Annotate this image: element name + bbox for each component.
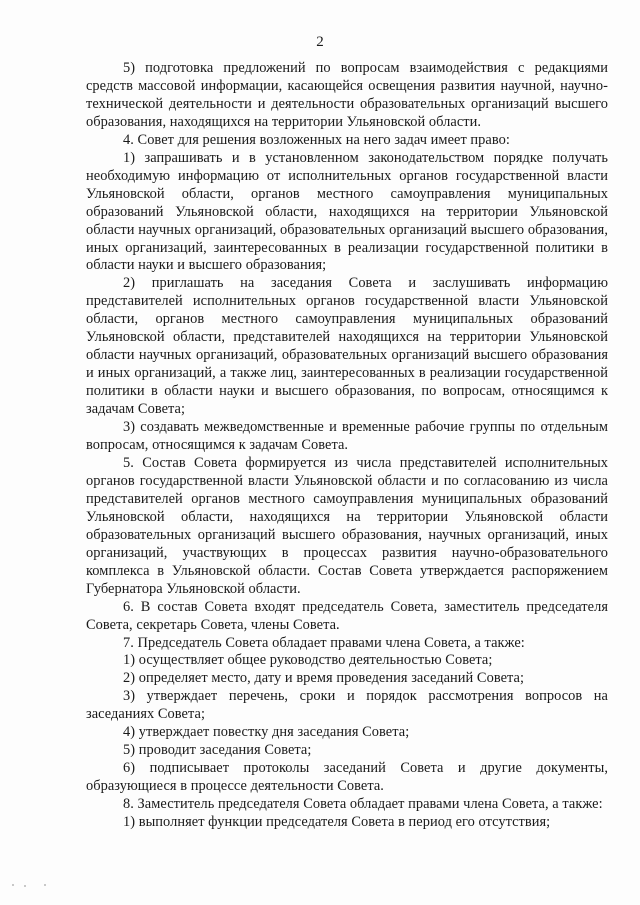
paragraph-5-item-5: 5) подготовка предложений по вопросам взаимодействия с редакциями средств массовой информации, касающейся освещения развития научной, научно-технической деятельности и деятельности образовательных организаций высшего образования, находящихся на территории Ульяновской области. bbox=[86, 60, 608, 130]
scan-speck bbox=[12, 884, 14, 886]
paragraph-8-item-1: 1) выполняет функции председателя Совета в период его отсутствия; bbox=[123, 814, 551, 831]
scan-speck bbox=[44, 884, 46, 886]
paragraph-7-item-2: 2) определяет место, дату и время проведения заседаний Совета; bbox=[123, 670, 525, 687]
document-body bbox=[86, 60, 608, 832]
page-number: 2 bbox=[316, 34, 324, 50]
paragraph-4-item-1: 1) запрашивать и в установленном законодательством порядке получать необходимую информацию от исполнительных органов государственной власти Ульяновской области, органов местного самоуправления муниципальных образований Ульяновской области, находящихся на территории Ульяновской области научных организаций, образовательных организаций высшего образования, иных организаций, заинтересованных в реализации государственной политики в области науки и высшего образования; bbox=[86, 149, 608, 274]
paragraph-7-item-4: 4) утверждает повестку дня заседания Совета; bbox=[123, 724, 410, 741]
paragraph-7-heading: 7. Председатель Совета обладает правами члена Совета, а также: bbox=[123, 634, 525, 651]
paragraph-7-item-6: 6) подписывает протоколы заседаний Совета и другие документы, образующиеся в процессе деятельности Совета. bbox=[86, 760, 608, 795]
paragraph-7-item-1: 1) осуществляет общее руководство деятельностью Совета; bbox=[123, 652, 493, 669]
paragraph-5: 5. Состав Совета формируется из числа представителей исполнительных органов государственной власти Ульяновской области и по согласованию из числа представителей органов местного самоуправления муниципальных образований Ульяновской области, находящихся на территории Ульяновской области образовательных организаций высшего образования, научных организаций, иных организаций, участвующих в процессах развития научно-образовательного комплекса в Ульяновской области. Состав Совета утверждается распоряжением Губернатора Ульяновской области. bbox=[86, 454, 608, 597]
paragraph-6: 6. В состав Совета входят председатель Совета, заместитель председателя Совета, секретарь Совета, члены Совета. bbox=[86, 598, 608, 633]
scan-speck bbox=[24, 885, 26, 887]
paragraph-4-item-2: 2) приглашать на заседания Совета и заслушивать информацию представителей исполнительных органов государственной власти Ульяновской области, органов местного самоуправления муниципальных образований Ульяновской области, представителей находящихся на территории Ульяновской области научных организаций, образовательных организаций высшего образования и иных организаций, а также лиц, заинтересованных в реализации государственной политики в области науки и высшего образования, по вопросам, относящимся к задачам Совета; bbox=[86, 275, 608, 418]
paragraph-4-item-3: 3) создавать межведомственные и временные рабочие группы по отдельным вопросам, относящимся к задачам Совета. bbox=[86, 419, 608, 454]
paragraph-8-heading: 8. Заместитель председателя Совета обладает правами члена Совета, а также: bbox=[123, 796, 603, 813]
paragraph-4-heading: 4. Совет для решения возложенных на него задач имеет право: bbox=[123, 131, 510, 148]
paragraph-7-item-5: 5) проводит заседания Совета; bbox=[123, 742, 312, 759]
paragraph-7-item-3: 3) утверждает перечень, сроки и порядок рассмотрения вопросов на заседаниях Совета; bbox=[86, 688, 608, 723]
